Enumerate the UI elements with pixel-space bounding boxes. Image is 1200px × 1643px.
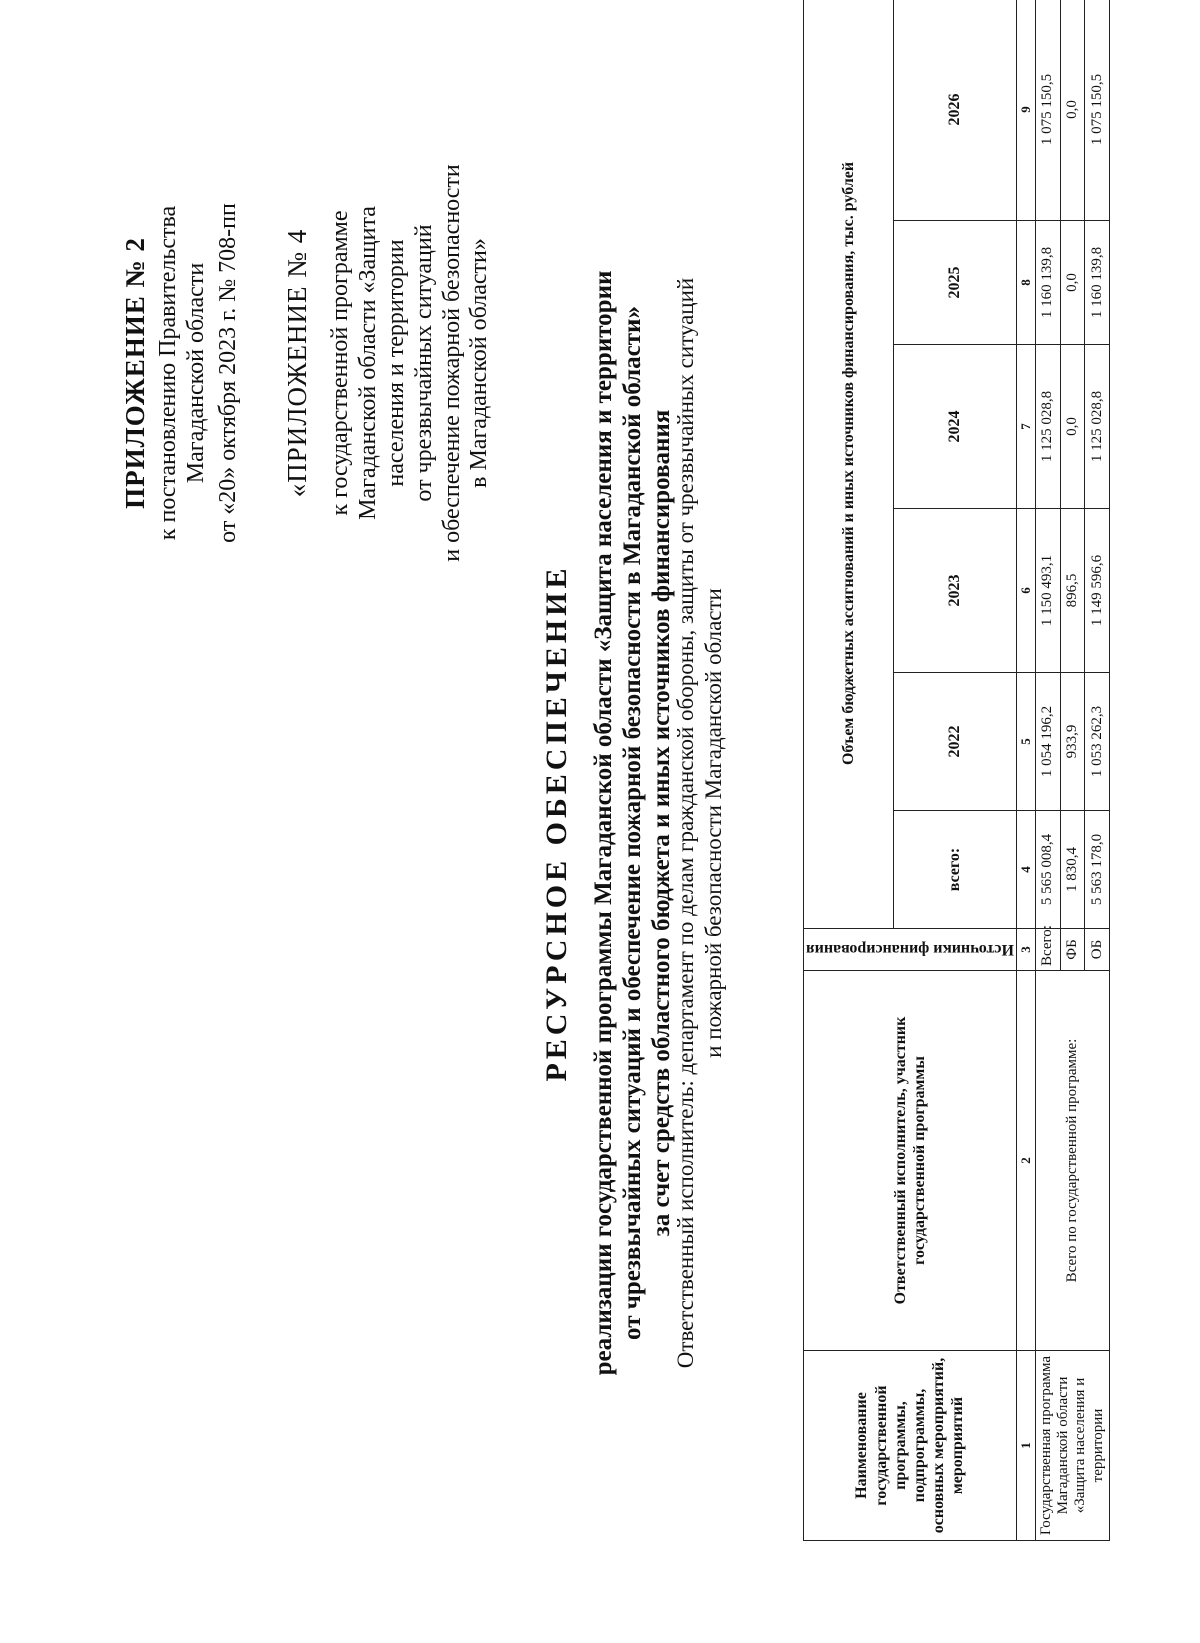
value-cell: 1 054 196,2	[1035, 673, 1060, 811]
annex-top-line2: Магаданской области	[183, 262, 210, 484]
column-number: 7	[1016, 345, 1035, 509]
value-cell: 1 149 596,6	[1085, 509, 1110, 673]
header-volume: Объем бюджетных ассигнований и иных источников финансирования, тыс. рублей	[804, 0, 894, 929]
source-cell: Всего:	[1035, 929, 1060, 971]
annex-program-line: к государственной программе	[327, 210, 354, 516]
source-cell: ОБ	[1085, 929, 1110, 971]
document-title: РЕСУРСНОЕ ОБЕСПЕЧЕНИЕ	[540, 564, 573, 1082]
annex-program-line: от чрезвычайных ситуаций	[410, 224, 437, 502]
document-title-block	[540, 43, 676, 1603]
program-name-cell: Государственная программа Магаданской области «Защита населения и территории	[1035, 1351, 1109, 1541]
value-cell: 896,5	[1060, 509, 1085, 673]
header-sources: Источники финансирования	[806, 941, 1014, 959]
column-number: 4	[1016, 811, 1035, 929]
value-cell: 5 565 008,4	[1035, 811, 1060, 929]
column-number: 6	[1016, 509, 1035, 673]
annex-program-line: населения и территории	[382, 239, 409, 487]
document-subtitle-line: от чрезвычайных ситуаций и обеспечение пожарной безопасности в Магаданской области»	[618, 306, 646, 1340]
executor-cell: Всего по государственной программе:	[1035, 971, 1109, 1351]
header-sources-cell	[804, 929, 1017, 971]
header-year: 2022	[893, 673, 1016, 811]
resource-table	[803, 0, 1110, 1541]
value-cell: 5 563 178,0	[1085, 811, 1110, 929]
annex-program-heading: «ПРИЛОЖЕНИЕ № 4	[282, 228, 312, 498]
header-year: 2023	[893, 509, 1016, 673]
annex-program-block	[282, 93, 494, 633]
value-cell: 1 150 493,1	[1035, 509, 1060, 673]
header-year: 2025	[893, 221, 1016, 345]
column-number: 1	[1016, 1351, 1035, 1541]
value-cell: 0,0	[1060, 345, 1085, 509]
annex-program-line: Магаданской области «Защита	[355, 206, 382, 520]
annex-top-heading: ПРИЛОЖЕНИЕ № 2	[120, 237, 150, 509]
header-total: всего:	[893, 811, 1016, 929]
table-row	[1035, 0, 1060, 1541]
column-number: 2	[1016, 971, 1035, 1351]
column-number: 5	[1016, 673, 1035, 811]
column-number: 9	[1016, 0, 1035, 221]
annex-top-block	[120, 113, 243, 633]
column-number-row	[1016, 0, 1035, 1541]
table-header-row	[804, 0, 894, 1541]
value-cell: 1 125 028,8	[1035, 345, 1060, 509]
annex-program-line: и обеспечение пожарной безопасности	[438, 164, 465, 562]
header-name: Наименование государственной программы, подпрограммы, основных мероприятий, мероприятий	[804, 1351, 1017, 1541]
value-cell: 1 830,4	[1060, 811, 1085, 929]
value-cell: 1 075 150,5	[1085, 0, 1110, 221]
value-cell: 1 053 262,3	[1085, 673, 1110, 811]
document-subtitle-line: реализации государственной программы Магаданской области «Защита населения и территории	[589, 270, 617, 1376]
column-number: 8	[1016, 221, 1035, 345]
value-cell: 0,0	[1060, 0, 1085, 221]
header-year: 2024	[893, 345, 1016, 509]
header-executor: Ответственный исполнитель, участник государственной программы	[804, 971, 1017, 1351]
header-year: 2026	[893, 0, 1016, 221]
value-cell: 1 125 028,8	[1085, 345, 1110, 509]
annex-top-line1: к постановлению Правительства	[155, 205, 182, 541]
column-number: 3	[1016, 929, 1035, 971]
value-cell: 0,0	[1060, 221, 1085, 345]
document-subtitle-line: за счет средств областного бюджета и иных источников финансирования	[647, 409, 675, 1237]
responsible-executor-block	[672, 43, 727, 1603]
annex-program-line: в Магаданской области»	[466, 238, 493, 488]
responsible-line2: и пожарной безопасности Магаданской области	[700, 588, 726, 1058]
annex-top-date: от «20» октября 2023 г. № 708-пп	[214, 203, 241, 543]
source-cell: ФБ	[1060, 929, 1085, 971]
value-cell: 1 160 139,8	[1035, 221, 1060, 345]
responsible-line1: Ответственный исполнитель: департамент по делам гражданской обороны, защиты от чрезвычайных ситуаций	[673, 277, 698, 1369]
value-cell: 1 160 139,8	[1085, 221, 1110, 345]
value-cell: 933,9	[1060, 673, 1085, 811]
value-cell: 1 075 150,5	[1035, 0, 1060, 221]
